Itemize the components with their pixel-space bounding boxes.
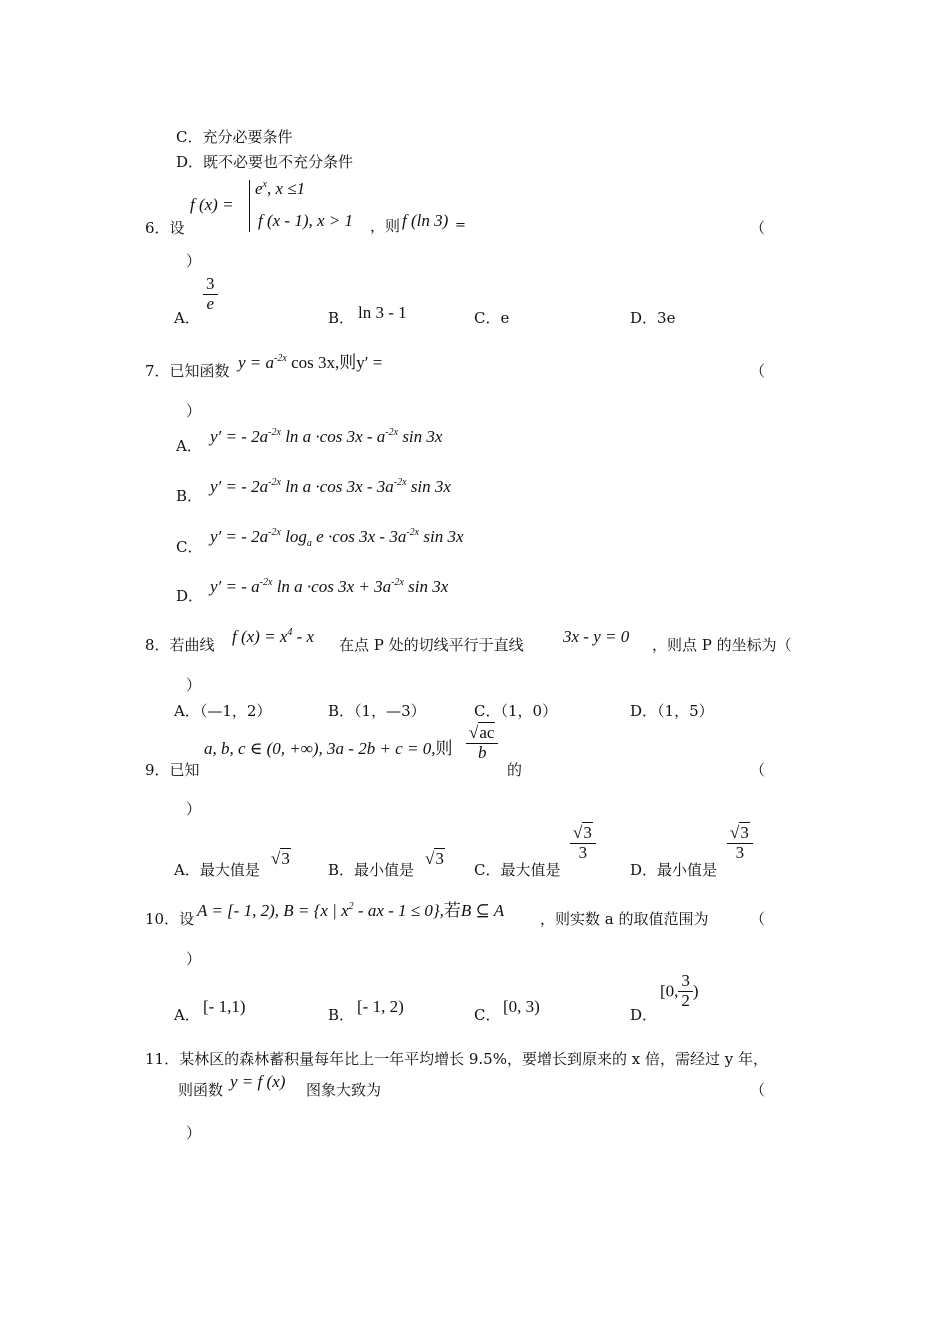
q6-case-2: f (x - 1), x > 1 bbox=[258, 211, 354, 230]
q9-condition: a, b, c ∈ (0, +∞), 3a - 2b + c = 0,则 bbox=[204, 739, 453, 758]
q5-option-c: C．充分必要条件 bbox=[176, 128, 293, 146]
q10-option-d-value: [0, $\frac{3}{2}$ ) bbox=[660, 971, 699, 1010]
q10-end-text: ，则实数 a 的取值范围为 bbox=[540, 910, 709, 928]
q6-then: ，则 bbox=[370, 217, 401, 235]
q8-middle-text: 在点 P 处的切线平行于直线 bbox=[339, 636, 524, 654]
q9-end-text: 的 bbox=[507, 761, 523, 779]
q7-paren-close: ） bbox=[186, 402, 202, 420]
q10-option-a-value: [- 1,1) bbox=[203, 997, 246, 1016]
q8-option-d: D．（1，5） bbox=[630, 702, 714, 720]
q11-line-2-prefix: 则函数 bbox=[178, 1081, 224, 1099]
q7-option-a-expr: y′ = - $2a^{-2x}$ ln a ·cos $3x - a^{-2x}$ sin 3x bbox=[210, 427, 443, 446]
q6-option-c: C．e bbox=[474, 309, 510, 327]
q9-option-b-label: B．最小值是 bbox=[328, 861, 415, 879]
q6-option-a-fraction: $\frac{3}{e}$ bbox=[203, 275, 218, 313]
q6-option-a-label: A． bbox=[174, 309, 200, 327]
q7-option-b-label: B． bbox=[176, 487, 203, 505]
q10-option-d-label: D． bbox=[630, 1006, 658, 1024]
q10-option-c-label: C． bbox=[474, 1006, 501, 1024]
q10-option-a-label: A． bbox=[174, 1006, 200, 1024]
q8-option-c: C．（1，0） bbox=[474, 702, 558, 720]
q6-function-lhs: f (x) = bbox=[190, 195, 234, 214]
q11-line-2-suffix: 图象大致为 bbox=[306, 1081, 382, 1099]
q6-piecewise-brace bbox=[249, 180, 250, 232]
q6-option-d: D．3e bbox=[630, 309, 676, 327]
q10-option-c-value: [0, 3) bbox=[503, 997, 540, 1016]
q6-option-b-value: ln 3 - 1 bbox=[358, 303, 407, 322]
q8-option-b: B．（1，—3） bbox=[328, 702, 426, 720]
q8-number: 8．若曲线 bbox=[145, 636, 215, 654]
q9-option-a-label: A．最大值是 bbox=[174, 861, 260, 879]
q9-option-c-label: C．最大值是 bbox=[474, 861, 561, 879]
q6-equals: = bbox=[455, 218, 466, 233]
q8-paren-close: ） bbox=[186, 676, 202, 694]
q9-paren-close: ） bbox=[186, 800, 202, 818]
q8-function: f $(x) = x^4 - x$ bbox=[232, 627, 315, 646]
q10-number: 10．设 bbox=[145, 910, 195, 928]
q7-option-a-label: A． bbox=[176, 437, 202, 455]
q6-number: 6．设 bbox=[145, 219, 185, 237]
q7-function: $y = a^{-2x}$ cos 3x,则y′ = bbox=[238, 353, 383, 372]
q7-option-d-label: D． bbox=[176, 587, 204, 605]
q9-option-c-value: $\frac{√3}{3}$ bbox=[570, 824, 596, 862]
q9-paren-open: （ bbox=[750, 761, 766, 779]
q5-option-d: D．既不必要也不充分条件 bbox=[176, 153, 354, 171]
q7-option-d-expr: y′ = - $a^{-2x}$ ln a ·cos $3x + 3a^{-2x}$ sin 3x bbox=[210, 577, 449, 596]
q6-paren-close: ） bbox=[186, 252, 202, 270]
q11-line-1: 11．某林区的森林蓄积量每年比上一年平均增长 9.5%，要增长到原来的 x 倍，需经过 y 年， bbox=[145, 1050, 768, 1068]
q6-paren-open: （ bbox=[750, 219, 766, 237]
q8-line: 3x - y = 0 bbox=[563, 627, 630, 646]
q9-number: 9．已知 bbox=[145, 761, 200, 779]
q10-paren-open: （ bbox=[750, 910, 766, 928]
q9-option-d-label: D．最小值是 bbox=[630, 861, 718, 879]
q11-paren-open: （ bbox=[750, 1081, 766, 1099]
q7-paren-open: （ bbox=[750, 362, 766, 380]
q11-paren-close: ） bbox=[186, 1124, 202, 1142]
q6-ask: f (ln 3) bbox=[402, 211, 449, 230]
q10-option-b-value: [- 1, 2) bbox=[357, 997, 404, 1016]
q7-option-b-expr: y′ = - $2a^{-2x}$ ln a ·cos $3x - 3a^{-2x}$ sin 3x bbox=[210, 477, 451, 496]
q9-fraction: $\frac{√ac}{b}$ bbox=[466, 724, 498, 762]
q7-number: 7．已知函数 bbox=[145, 362, 230, 380]
q6-option-b-label: B． bbox=[328, 309, 355, 327]
q10-paren-close: ） bbox=[186, 950, 202, 968]
q11-function: y = f (x) bbox=[230, 1072, 286, 1091]
q8-end-text: ，则点 P 的坐标为（ bbox=[652, 636, 792, 654]
q7-option-c-expr: y′ = - $2a^{-2x}$ $\log_a e \cdot\cos$ $3x - 3a^{-2x}$ sin 3x bbox=[210, 527, 464, 549]
q9-option-a-value: √3 bbox=[271, 849, 290, 868]
q10-option-b-label: B． bbox=[328, 1006, 355, 1024]
q7-option-c-label: C． bbox=[176, 538, 203, 556]
q9-option-d-value: $\frac{√3}{3}$ bbox=[727, 824, 753, 862]
q8-option-a: A．（—1，2） bbox=[174, 702, 272, 720]
q6-case-1: $e^x$, x ≤1 bbox=[255, 179, 306, 198]
q10-sets: A = [- 1, 2), B = {x | $x^2$ - ax - 1 ≤ 0},若B ⊆ A bbox=[197, 901, 505, 920]
q9-option-b-value: √3 bbox=[425, 849, 444, 868]
